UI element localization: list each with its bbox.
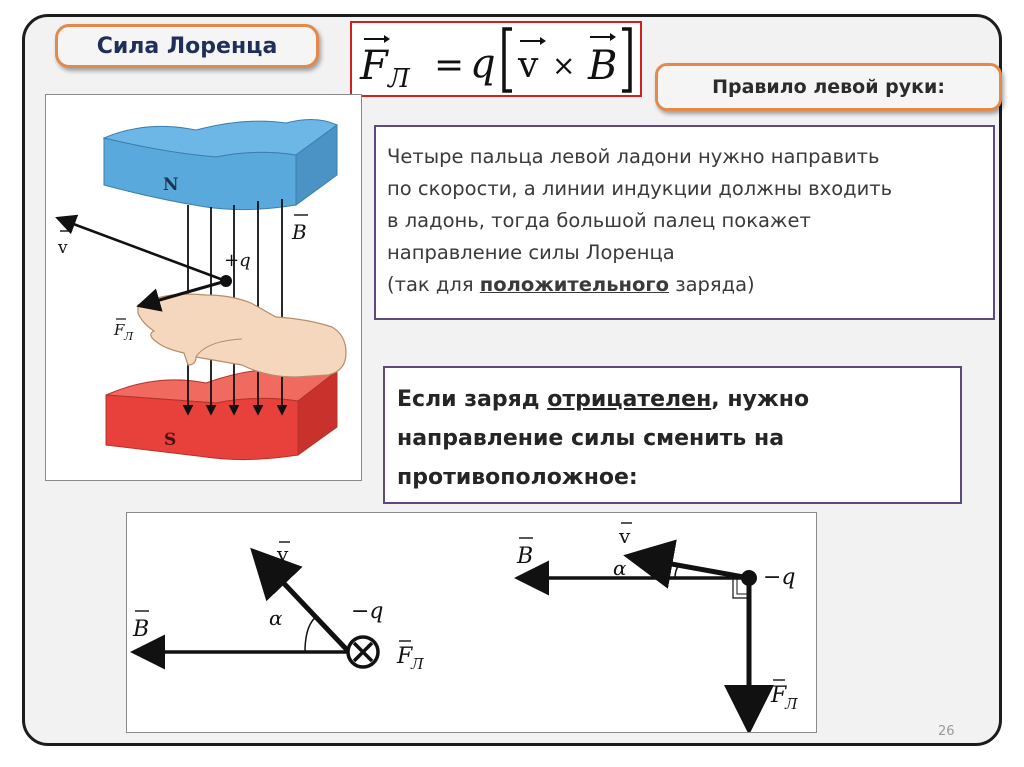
formula-equals: =: [434, 45, 465, 86]
left-force-label: F: [397, 644, 413, 669]
diagram-left: [132, 542, 424, 673]
right-field-label: B: [517, 544, 534, 569]
left-angle-arc: [305, 616, 317, 652]
hand-shape: [138, 294, 346, 377]
positive-charge-dot: [220, 275, 232, 287]
north-label: N: [163, 175, 179, 195]
slide-title: [55, 24, 319, 68]
south-label: S: [164, 430, 177, 450]
left-hand-rule-title: Правило левой руки:: [712, 76, 945, 98]
right-angle-label: α: [613, 556, 627, 580]
right-force-subscript: Л: [785, 695, 798, 713]
north-magnet: [104, 119, 337, 209]
left-force-subscript: Л: [411, 655, 424, 673]
negative-charge-box: [383, 366, 962, 504]
negative-charge-diagrams: [126, 512, 817, 733]
right-charge-label: −q: [763, 565, 796, 590]
force-label-subscript: Л: [124, 330, 134, 343]
slide-title-text: Сила Лоренца: [96, 33, 278, 59]
charge-label: +q: [224, 250, 251, 271]
formula-q: q: [470, 41, 496, 87]
negative-emphasis: отрицателен: [547, 387, 712, 412]
diagram-svg: [127, 513, 816, 732]
left-hand-rule-box: [374, 125, 995, 320]
lorentz-formula: [350, 21, 642, 97]
rule-line: в ладонь, тогда большой палец покажет: [387, 209, 811, 232]
rule-note-close: заряда): [675, 273, 755, 296]
left-charge-label: −q: [351, 599, 384, 624]
formula-b: B: [588, 43, 618, 89]
left-hand-illustration: [45, 94, 362, 481]
left-angle-label: α: [269, 606, 283, 630]
formula-f: F: [360, 43, 388, 89]
velocity-label: v: [58, 238, 68, 258]
negative-line-1: [397, 380, 950, 419]
south-magnet: [106, 368, 337, 460]
force-label: F: [114, 321, 125, 339]
rule-line: по скорости, а линии индукции должны входить: [387, 177, 893, 200]
right-force-label: F: [771, 683, 787, 708]
rule-line: Четыре пальца левой ладони нужно направить: [387, 145, 880, 168]
negative-line-3: противоположное:: [397, 465, 638, 490]
left-field-label: B: [133, 617, 150, 642]
velocity-arrow: [60, 219, 226, 281]
formula-f-subscript: Л: [388, 64, 410, 94]
diagram-right: [516, 523, 798, 725]
left-velocity-label: v: [277, 542, 289, 566]
right-charge-dot: [741, 570, 757, 586]
negative-line-1-start: Если заряд: [397, 387, 540, 412]
formula-times: ×: [552, 49, 576, 82]
negative-line-2: направление силы сменить на: [397, 426, 785, 451]
left-hand-rule-header: [655, 63, 1002, 111]
left-velocity-arrow: [257, 555, 349, 652]
field-label: B: [292, 220, 307, 244]
rule-line: направление силы Лоренца: [387, 241, 675, 264]
negative-line-1-end: , нужно: [711, 387, 810, 412]
right-velocity-arrow: [633, 557, 749, 578]
page-number: 26: [938, 724, 955, 739]
formula-v: v: [518, 45, 539, 86]
formula-svg: [352, 23, 640, 95]
rule-note-emphasis: положительного: [479, 273, 669, 296]
right-velocity-label: v: [619, 524, 631, 548]
rule-note: [387, 269, 985, 301]
illustration-svg: [46, 95, 361, 480]
rule-note-open: (так для: [387, 273, 474, 296]
